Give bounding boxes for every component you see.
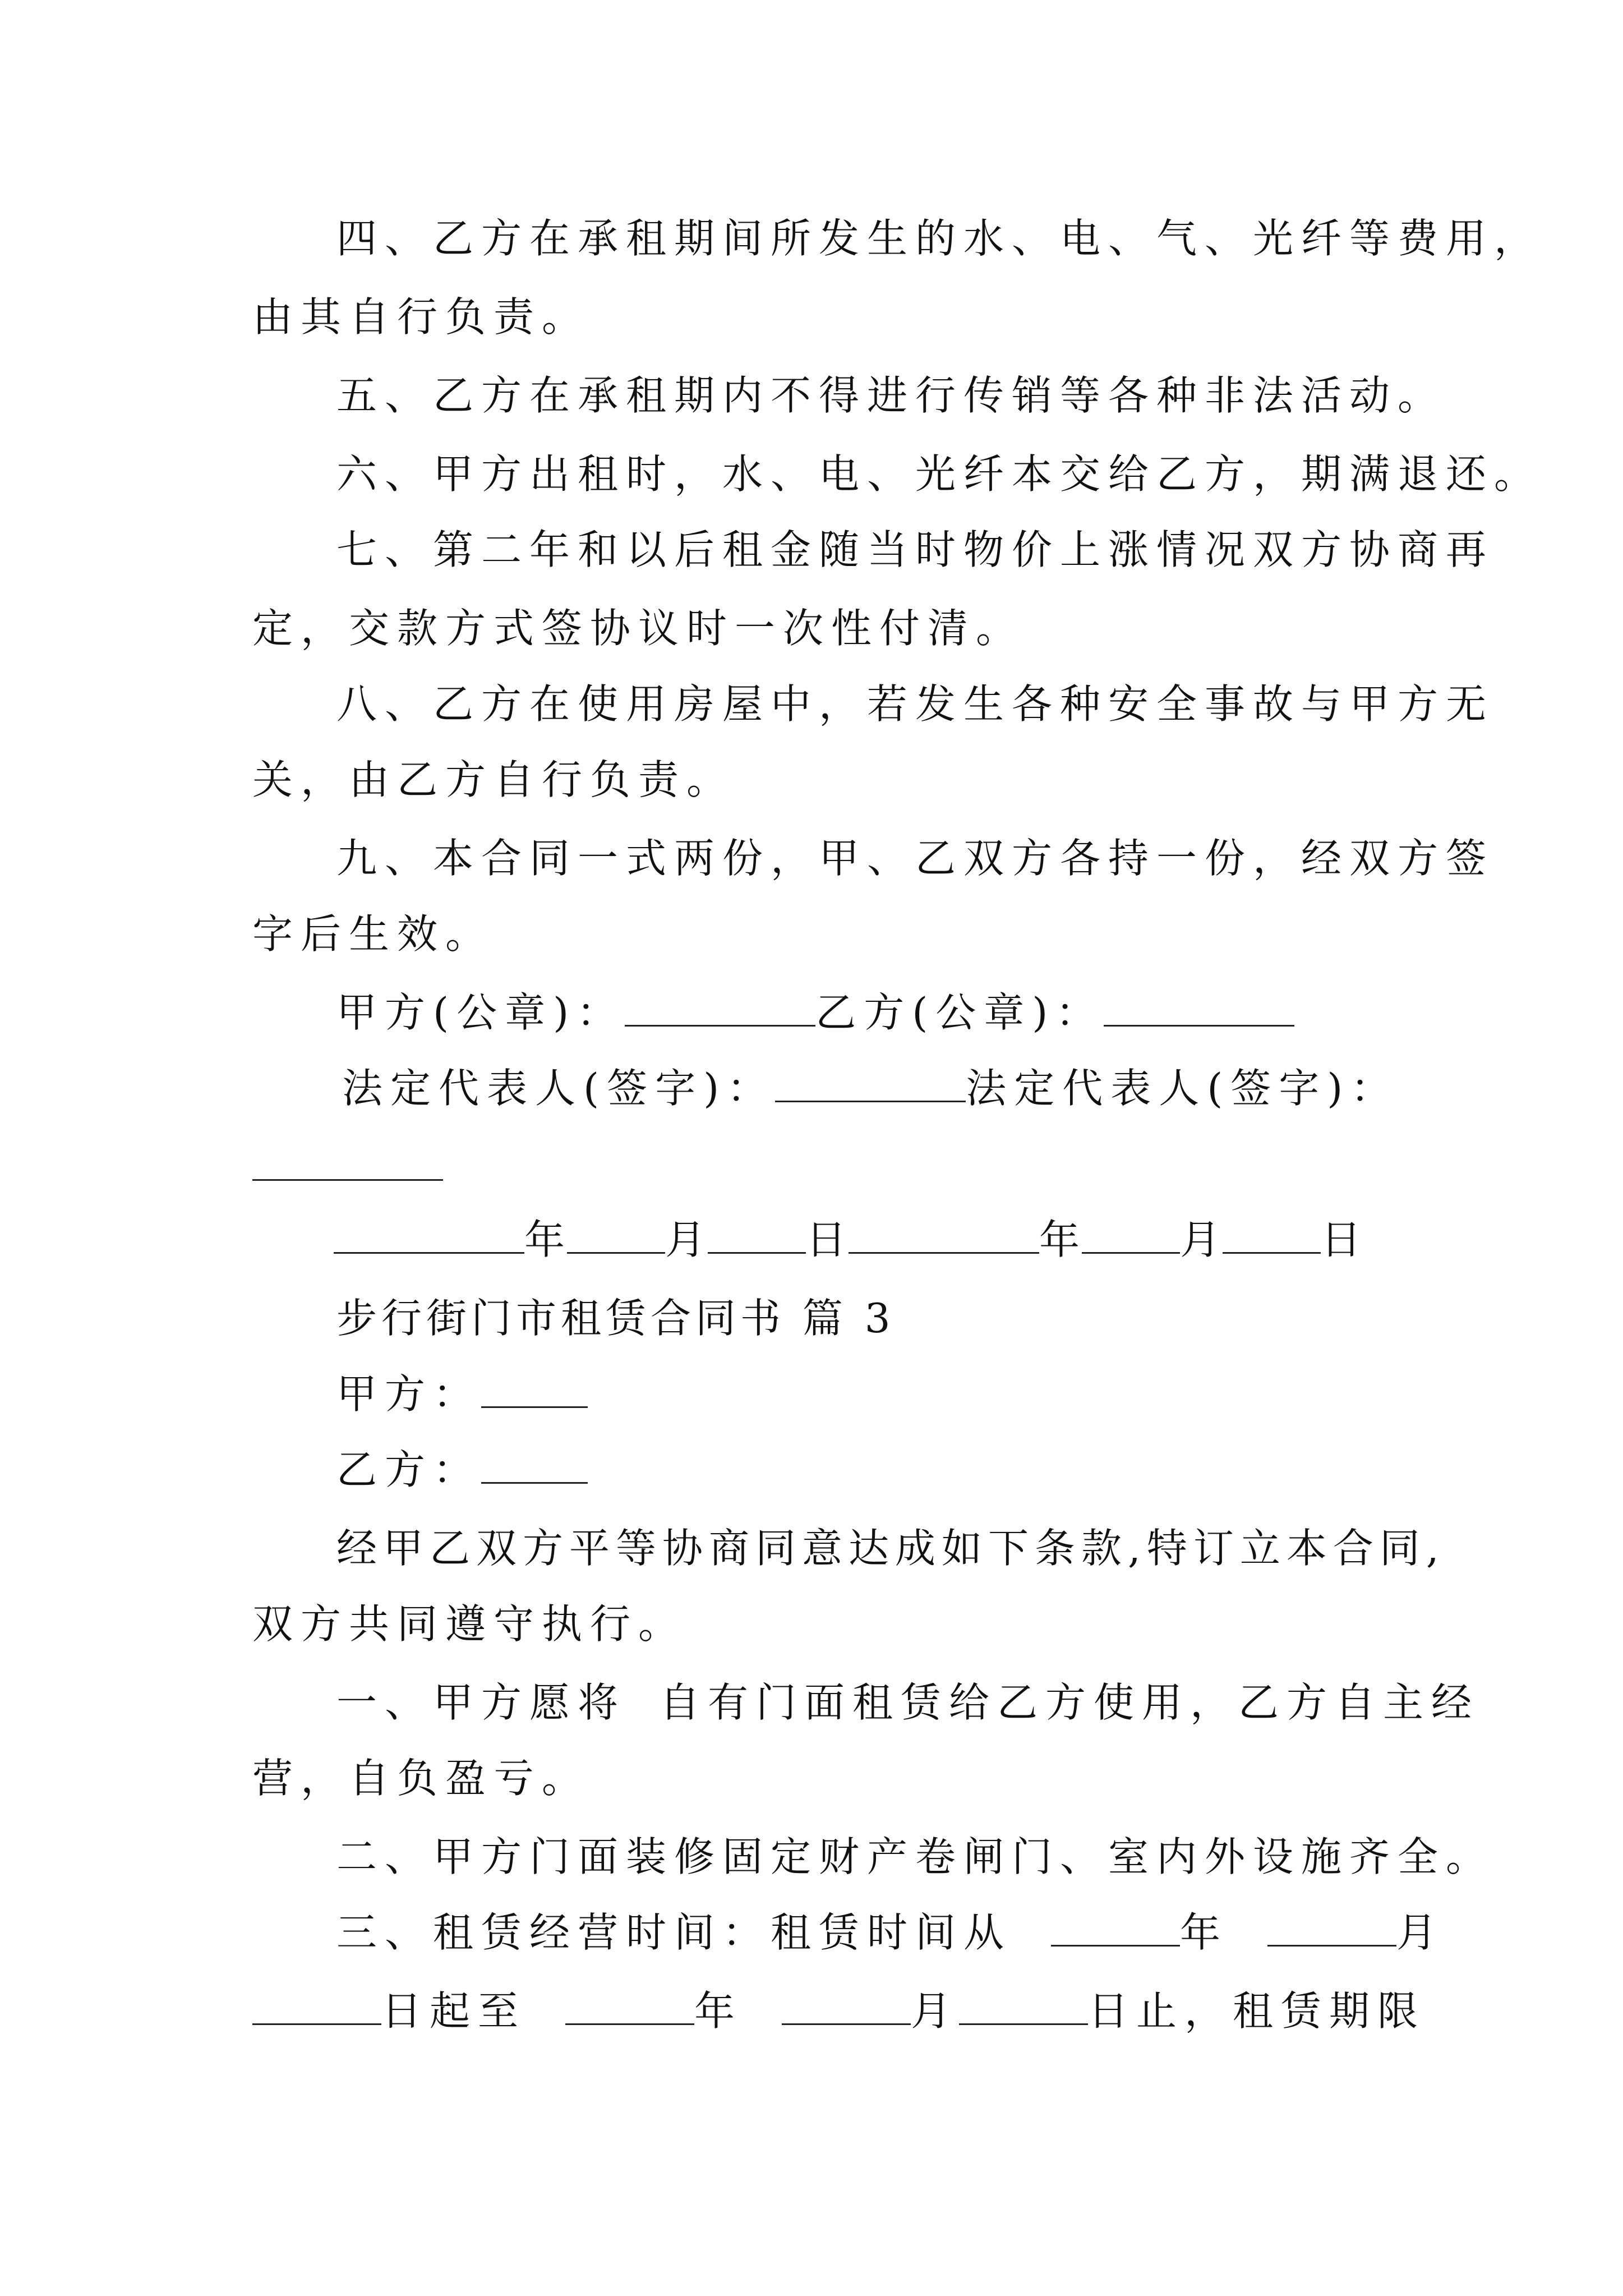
party-a-blank: [481, 1370, 588, 1408]
party-b-row: [336, 1444, 588, 1495]
date-a-month-label: 月: [665, 1216, 708, 1263]
date-b-day-blank: [1223, 1216, 1321, 1254]
party-b-seal-blank: [1104, 989, 1294, 1027]
clause-4-line-1: 四、乙方在承租期间所发生的水、电、气、光纤等费用，: [336, 215, 1543, 262]
clause-1-line-1: [336, 1677, 1479, 1728]
party-a-label: 甲方：: [336, 1370, 482, 1418]
clause-1-text-a: 一、甲方愿将: [336, 1679, 626, 1726]
clause-3-month2-label: 月: [911, 1987, 960, 2035]
section-title: 步行街门市租赁合同书 篇 3: [336, 1295, 895, 1342]
clause-3-year-label: 年: [1180, 1909, 1229, 1956]
date-a-month-blank: [567, 1216, 665, 1254]
party-b-label: 乙方：: [336, 1446, 482, 1493]
clause-3-line-2: [252, 1986, 1426, 2036]
date-a-day-label: 日: [806, 1216, 849, 1263]
clause-3-end-label: 日止，租赁期限: [1088, 1987, 1426, 2035]
intro-line-1: 经甲乙双方平等协商同意达成如下条款,特订立本合同,: [336, 1525, 1445, 1572]
clause-3-year-blank: [1051, 1909, 1180, 1947]
clause-3-day-blank: [252, 1987, 381, 2025]
party-a-rep-label: 法定代表人(签字)：: [342, 1065, 776, 1112]
clause-2: 二、甲方门面装修固定财产卷闸门、室内外设施齐全。: [336, 1833, 1495, 1880]
clause-3-month-label: 月: [1396, 1909, 1445, 1956]
clause-3-day-start-label: 日起至: [381, 1987, 527, 2035]
clause-3-day2-blank: [959, 1987, 1088, 2025]
clause-3-text: 三、租赁经营时间：租赁时间从: [336, 1909, 1012, 1956]
clause-9-line-2: 字后生效。: [252, 910, 494, 958]
clause-3-year2-blank: [565, 1987, 694, 2025]
clause-1-line-2: 营，自负盈亏。: [252, 1755, 591, 1802]
party-a-rep-blank: [775, 1065, 966, 1102]
signature-rep-row: [342, 1063, 1399, 1114]
date-a-day-blank: [708, 1216, 806, 1254]
signature-seal-row: [336, 987, 1294, 1038]
clause-3-line-1: [336, 1907, 1445, 1958]
signature-date-row: [334, 1214, 1363, 1265]
clause-3-year2-label: 年: [694, 1987, 743, 2035]
clause-5: 五、乙方在承租期内不得进行传销等各种非法活动。: [336, 372, 1446, 419]
intro-line-2: 双方共同遵守执行。: [252, 1600, 687, 1648]
clause-8-line-2: 关，由乙方自行负责。: [252, 756, 735, 803]
party-a-seal-blank: [625, 989, 815, 1027]
clause-3-month2-blank: [782, 1987, 911, 2025]
date-b-year-blank: [849, 1216, 1039, 1254]
clause-1-text-b: 自有门面租赁给乙方使用，乙方自主经: [660, 1679, 1480, 1726]
date-b-month-label: 月: [1180, 1216, 1223, 1263]
date-b-month-blank: [1082, 1216, 1180, 1254]
clause-9-line-1: 九、本合同一式两份，甲、乙双方各持一份，经双方签: [336, 835, 1495, 882]
party-a-seal-label: 甲方(公章)：: [336, 989, 625, 1036]
date-a-year-blank: [334, 1216, 524, 1254]
party-a-row: [336, 1369, 588, 1419]
clause-7-line-2: 定，交款方式签协议时一次性付清。: [252, 605, 1025, 652]
clause-6: 六、甲方出租时，水、电、光纤本交给乙方，期满退还。: [336, 450, 1543, 498]
party-b-rep-label: 法定代表人(签字)：: [966, 1065, 1399, 1112]
date-b-year-label: 年: [1039, 1216, 1082, 1263]
party-b-rep-blank: [252, 1143, 443, 1181]
party-b-blank: [481, 1446, 588, 1484]
clause-4-line-2: 由其自行负责。: [252, 293, 591, 341]
clause-8-line-1: 八、乙方在使用房屋中，若发生各种安全事故与甲方无: [336, 680, 1495, 728]
party-b-seal-label: 乙方(公章)：: [815, 989, 1104, 1036]
clause-7-line-1: 七、第二年和以后租金随当时物价上涨情况双方协商再: [336, 526, 1495, 573]
date-a-year-label: 年: [524, 1216, 568, 1263]
party-b-rep-blank-row: [252, 1142, 443, 1192]
clause-3-month-blank: [1267, 1909, 1396, 1947]
date-b-day-label: 日: [1321, 1216, 1364, 1263]
